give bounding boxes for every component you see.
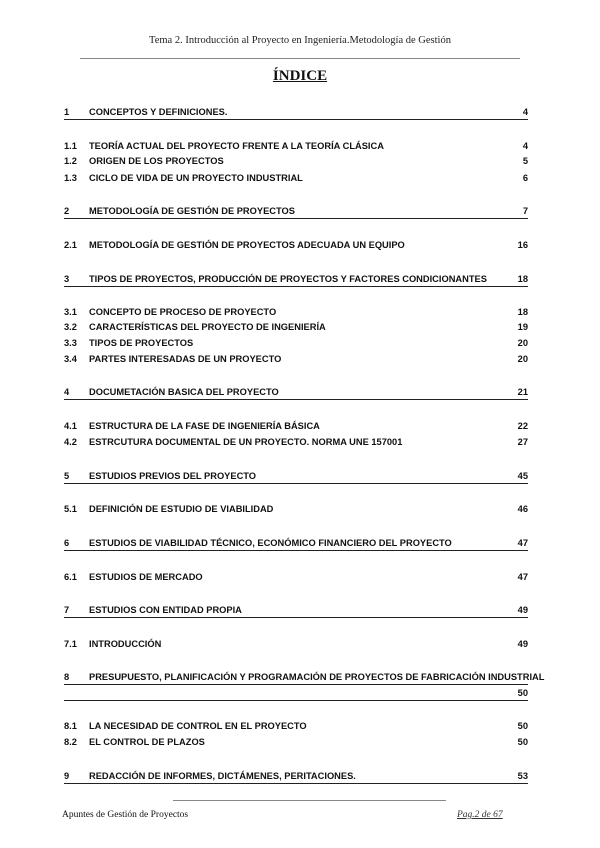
toc-page: 45 <box>517 471 528 481</box>
toc-number: 6 <box>64 538 70 548</box>
toc-page: 18 <box>517 274 528 284</box>
toc-subsection[interactable] <box>64 435 528 449</box>
toc-number: 5 <box>64 471 70 481</box>
toc-page: 53 <box>517 771 528 781</box>
toc-page: 50 <box>517 688 528 698</box>
toc-page: 50 <box>517 737 528 747</box>
toc-title: LA NECESIDAD DE CONTROL EN EL PROYECTO <box>89 721 307 731</box>
toc-title: CARACTERÍSTICAS DEL PROYECTO DE INGENIERÍA <box>89 322 326 332</box>
toc-number: 1.3 <box>64 173 77 183</box>
toc-number: 8 <box>64 672 70 682</box>
toc-page: 21 <box>517 387 528 397</box>
toc-subsection[interactable] <box>64 154 528 168</box>
toc-subsection[interactable] <box>64 502 528 516</box>
footer-title: Apuntes de Gestión de Proyectos <box>62 810 189 820</box>
toc-page: 19 <box>517 322 528 332</box>
toc-number: 3.3 <box>64 338 77 348</box>
toc-section[interactable] <box>64 385 528 400</box>
toc-section-page-line <box>64 686 528 701</box>
toc-page: 4 <box>522 107 528 117</box>
toc-subsection[interactable] <box>64 336 528 350</box>
toc-subsection[interactable] <box>64 735 528 749</box>
toc-title: INTRODUCCIÓN <box>89 639 162 649</box>
toc-number: 2 <box>64 206 70 216</box>
toc-number: 2.1 <box>64 240 77 250</box>
toc-subsection[interactable] <box>64 352 528 366</box>
toc-number: 7.1 <box>64 639 77 649</box>
toc-title: TIPOS DE PROYECTOS, PRODUCCIÓN DE PROYECTOS Y FACTORES CONDICIONANTES <box>89 274 487 284</box>
toc-title: CICLO DE VIDA DE UN PROYECTO INDUSTRIAL <box>89 173 303 183</box>
toc-number: 4.1 <box>64 421 77 431</box>
toc-subsection[interactable] <box>64 570 528 584</box>
toc-number: 8.2 <box>64 737 77 747</box>
toc-section[interactable] <box>64 603 528 618</box>
toc-title: CONCEPTOS Y DEFINICIONES. <box>89 107 228 117</box>
page-title: ÍNDICE <box>272 68 328 84</box>
toc-section[interactable] <box>64 105 528 120</box>
page-header: Tema 2. Introducción al Proyecto en Ingeniería.Metodología de Gestión <box>149 35 451 46</box>
header-rule <box>80 58 520 59</box>
toc-title: REDACCIÓN DE INFORMES, DICTÁMENES, PERITACIONES. <box>89 771 356 781</box>
toc-page: 20 <box>517 338 528 348</box>
toc-title: METODOLOGÍA DE GESTIÓN DE PROYECTOS <box>89 206 295 216</box>
toc-number: 7 <box>64 605 70 615</box>
page-number: Pag.2 de 67 <box>457 810 503 820</box>
toc-title: ESTRUCTURA DE LA FASE DE INGENIERÍA BÁSICA <box>89 421 320 431</box>
toc-page: 27 <box>517 437 528 447</box>
toc-number: 4.2 <box>64 437 77 447</box>
toc-title: PARTES INTERESADAS DE UN PROYECTO <box>89 354 282 364</box>
toc-number: 3.4 <box>64 354 77 364</box>
toc-section[interactable] <box>64 670 545 685</box>
toc-page: 7 <box>522 206 528 216</box>
toc-page: 20 <box>517 354 528 364</box>
toc-number: 3.2 <box>64 322 77 332</box>
toc-section[interactable] <box>64 272 528 287</box>
toc-page: 47 <box>517 538 528 548</box>
toc-subsection[interactable] <box>64 419 528 433</box>
toc-page: 47 <box>517 572 528 582</box>
toc-title: METODOLOGÍA DE GESTIÓN DE PROYECTOS ADECUADA UN EQUIPO <box>89 240 405 250</box>
toc-number: 5.1 <box>64 504 77 514</box>
toc-number: 4 <box>64 387 70 397</box>
toc-section[interactable] <box>64 204 528 219</box>
toc-number: 8.1 <box>64 721 77 731</box>
footer-rule <box>173 800 446 801</box>
toc-subsection[interactable] <box>64 139 528 153</box>
toc-title: PRESUPUESTO, PLANIFICACIÓN Y PROGRAMACIÓN DE PROYECTOS DE FABRICACIÓN INDUSTRIAL <box>89 672 545 682</box>
toc-subsection[interactable] <box>64 171 528 185</box>
toc-page: 49 <box>517 605 528 615</box>
toc-title: TIPOS DE PROYECTOS <box>89 338 194 348</box>
toc-page: 18 <box>517 307 528 317</box>
toc-number: 1 <box>64 107 70 117</box>
toc-number: 3.1 <box>64 307 77 317</box>
toc-subsection[interactable] <box>64 719 528 733</box>
toc-page: 49 <box>517 639 528 649</box>
toc-title: ESTUDIOS CON ENTIDAD PROPIA <box>89 605 242 615</box>
toc-section[interactable] <box>64 469 528 484</box>
toc-title: ESTUDIOS DE VIABILIDAD TÉCNICO, ECONÓMICO FINANCIERO DEL PROYECTO <box>89 538 452 548</box>
toc-title: ORIGEN DE LOS PROYECTOS <box>89 156 224 166</box>
toc-subsection[interactable] <box>64 238 528 252</box>
toc-title: DOCUMETACIÓN BASICA DEL PROYECTO <box>89 387 279 397</box>
toc-page: 50 <box>517 721 528 731</box>
toc-page: 4 <box>522 141 528 151</box>
toc-number: 3 <box>64 274 70 284</box>
toc-number: 1.1 <box>64 141 77 151</box>
toc-section[interactable] <box>64 536 528 551</box>
toc-subsection[interactable] <box>64 637 528 651</box>
toc-page: 46 <box>517 504 528 514</box>
toc-title: ESTUDIOS PREVIOS DEL PROYECTO <box>89 471 257 481</box>
toc-title: EL CONTROL DE PLAZOS <box>89 737 205 747</box>
toc-title: CONCEPTO DE PROCESO DE PROYECTO <box>89 307 277 317</box>
toc-title: ESTRCUTURA DOCUMENTAL DE UN PROYECTO. NORMA UNE 157001 <box>89 437 403 447</box>
toc-page: 16 <box>517 240 528 250</box>
toc-page: 6 <box>522 173 528 183</box>
toc-section[interactable] <box>64 769 528 784</box>
toc-title: DEFINICIÓN DE ESTUDIO DE VIABILIDAD <box>89 504 274 514</box>
toc-number: 6.1 <box>64 572 77 582</box>
toc-title: ESTUDIOS DE MERCADO <box>89 572 203 582</box>
toc-subsection[interactable] <box>64 320 528 334</box>
toc-number: 9 <box>64 771 70 781</box>
toc-subsection[interactable] <box>64 305 528 319</box>
toc-title: TEORÍA ACTUAL DEL PROYECTO FRENTE A LA TEORÍA CLÁSICA <box>89 141 384 151</box>
toc-page: 5 <box>522 156 528 166</box>
toc-page: 22 <box>517 421 528 431</box>
toc-number: 1.2 <box>64 156 77 166</box>
